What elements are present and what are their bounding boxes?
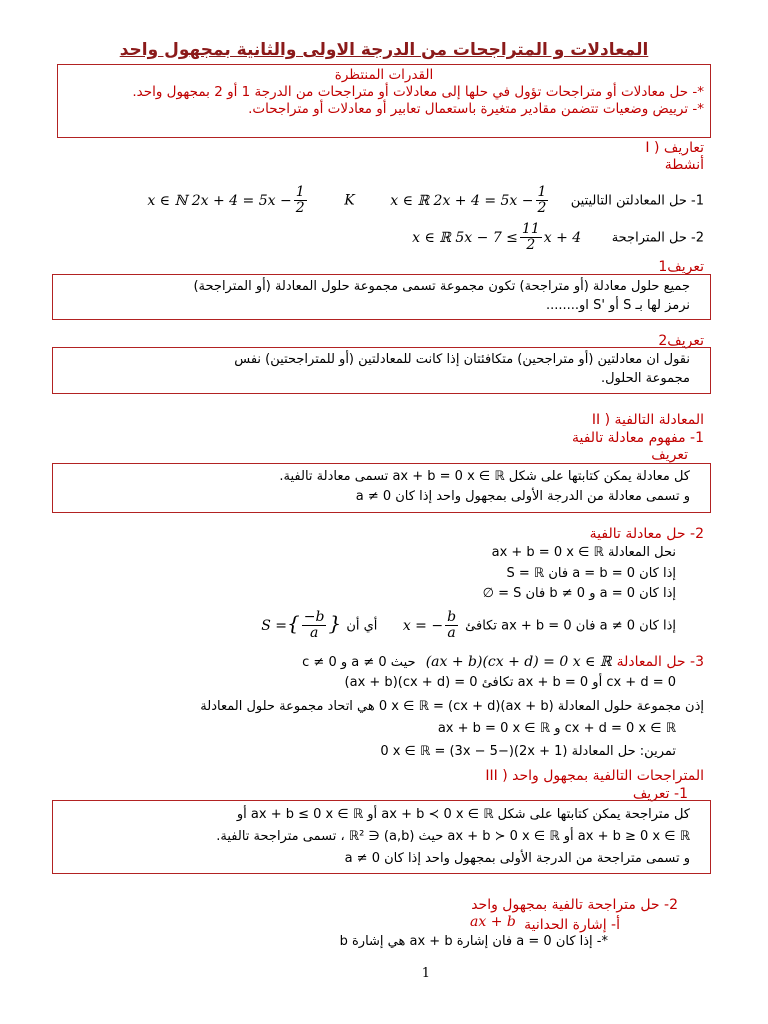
text-line: إذا كان a = 0 و b ≠ 0 فان S = ∅ <box>482 586 676 601</box>
section-subheading: 1- مفهوم معادلة تالفية <box>571 430 704 446</box>
definition-box <box>52 463 711 513</box>
text-line: ax + b = 0 x ∈ ℝ و cx + d = 0 x ∈ ℝ <box>437 721 676 736</box>
definition-text: نرمز لها بـ S أو 'S او........ <box>545 298 690 313</box>
definition-text: نقول ان معادلتين (أو متراجحين) متكافئتان إذا كانت للمعادلتين (أو للمتراجحتين) نفس <box>234 352 690 367</box>
section-subheading: 2- حل معادلة تالفية <box>589 526 704 542</box>
definition-text: كل معادلة يمكن كتابتها على شكل ax + b = 0 x ∈ ℝ تسمى معادلة تالفية. <box>279 469 690 484</box>
competencies-box <box>57 64 711 138</box>
page-number: 1 <box>421 966 430 981</box>
activity-label: 2- حل المتراجحة <box>611 230 704 246</box>
text-line: *- إذا كان a = 0 فان إشارة ax + b هي إشارة b <box>339 934 608 949</box>
competency-item: *- ترييض وضعيات تتضمن مقادير متغيرة باستعمال تعابير أو معادلات أو متراجحات. <box>248 101 704 117</box>
section-heading: I ) تعاريف <box>645 140 704 156</box>
activity-1 <box>147 185 704 216</box>
text-line: إذن مجموعة حلول المعادلة (ax + b)(cx + d) = 0 x ∈ ℝ هي اتحاد مجموعة حلول المعادلة <box>200 699 704 714</box>
competency-item: *- حل معادلات أو متراجحات تؤول في حلها إلى معادلات أو متراجحات من الدرجة 1 أو 2 بمجهول واحد. <box>132 84 704 100</box>
conjunction: K <box>344 192 355 209</box>
text-line: إذا كان a = b = 0 فان S = ℝ <box>506 566 676 581</box>
definition-box <box>52 800 711 874</box>
section-subheading: 3- حل المعادلة (ax + b)(cx + d) = 0 x ∈ ℝ حيث a ≠ 0 و c ≠ 0 <box>302 654 704 670</box>
activity-label: 1- حل المعادلتن التاليتين <box>570 193 704 209</box>
definition-heading: تعريف2 <box>658 333 704 349</box>
definition-heading: تعريف1 <box>658 259 704 275</box>
section-heading: III ) المتراجحات التالفية بمجهول واحد <box>485 768 704 784</box>
exercise: تمرين: حل المعادلة (2x + 1)(−3x − 5) = 0 x ∈ ℝ <box>380 744 676 759</box>
definition-text: و تسمى متراجحة من الدرجة الأولى بمجهول واحد إذا كان a ≠ 0 <box>344 851 690 866</box>
section-subheading: 2- حل متراجحة تالفية بمجهول واحد <box>471 897 678 913</box>
text-line: نحل المعادلة ax + b = 0 x ∈ ℝ <box>491 545 676 560</box>
definition-box <box>52 347 711 394</box>
polynomial: ax + b <box>470 914 516 930</box>
definition-box <box>52 274 711 320</box>
competencies-heading: القدرات المنتظرة <box>334 67 434 83</box>
equation: x ∈ ℕ 2x + 4 = 5x − $\frac{1}{2}$ <box>147 184 305 216</box>
text-line: إذا كان a ≠ 0 فان ax + b = 0 تكافئ x = − $\frac{b}{a}$ أي أن S ={ $\frac{-b}{a}$ } <box>261 609 676 641</box>
section-heading: II ) المعادلة التالفية <box>591 412 704 428</box>
inequality: x ∈ ℝ 5x − 7 ≤ $\frac{11}{2}$ x + 4 <box>412 221 582 253</box>
equation: x ∈ ℝ 2x + 4 = 5x − $\frac{1}{2}$ <box>390 184 547 216</box>
definition-text: مجموعة الحلول. <box>600 371 690 386</box>
activity-2 <box>412 222 704 253</box>
page-title: المعادلات و المتراجحات من الدرجة الاولى والثانية بمجهول واحد <box>119 40 649 60</box>
text-line: (ax + b)(cx + d) = 0 تكافئ ax + b = 0 أو cx + d = 0 <box>344 675 676 690</box>
section-subheading: أنشطة <box>664 157 704 173</box>
definition-text: كل متراجحة يمكن كتابتها على شكل ax + b ≺ 0 x ∈ ℝ أو ax + b ≤ 0 x ∈ ℝ أو <box>236 807 690 822</box>
section-subheading: أ- إشارة الحدانية <box>524 917 620 933</box>
definition-text: جميع حلول معادلة (أو متراجحة) تكون مجموعة تسمى مجموعة حلول المعادلة (أو المتراجحة) <box>193 279 690 294</box>
section-subheading: تعريف <box>651 447 688 463</box>
section-subheading: 1- تعريف <box>632 786 688 802</box>
definition-text: ax + b ≥ 0 x ∈ ℝ أو ax + b ≻ 0 x ∈ ℝ حيث (a,b) ∈ ℝ² ، تسمى متراجحة تالفية. <box>216 829 690 844</box>
definition-text: و تسمى معادلة من الدرجة الأولى بمجهول واحد إذا كان a ≠ 0 <box>355 489 690 504</box>
